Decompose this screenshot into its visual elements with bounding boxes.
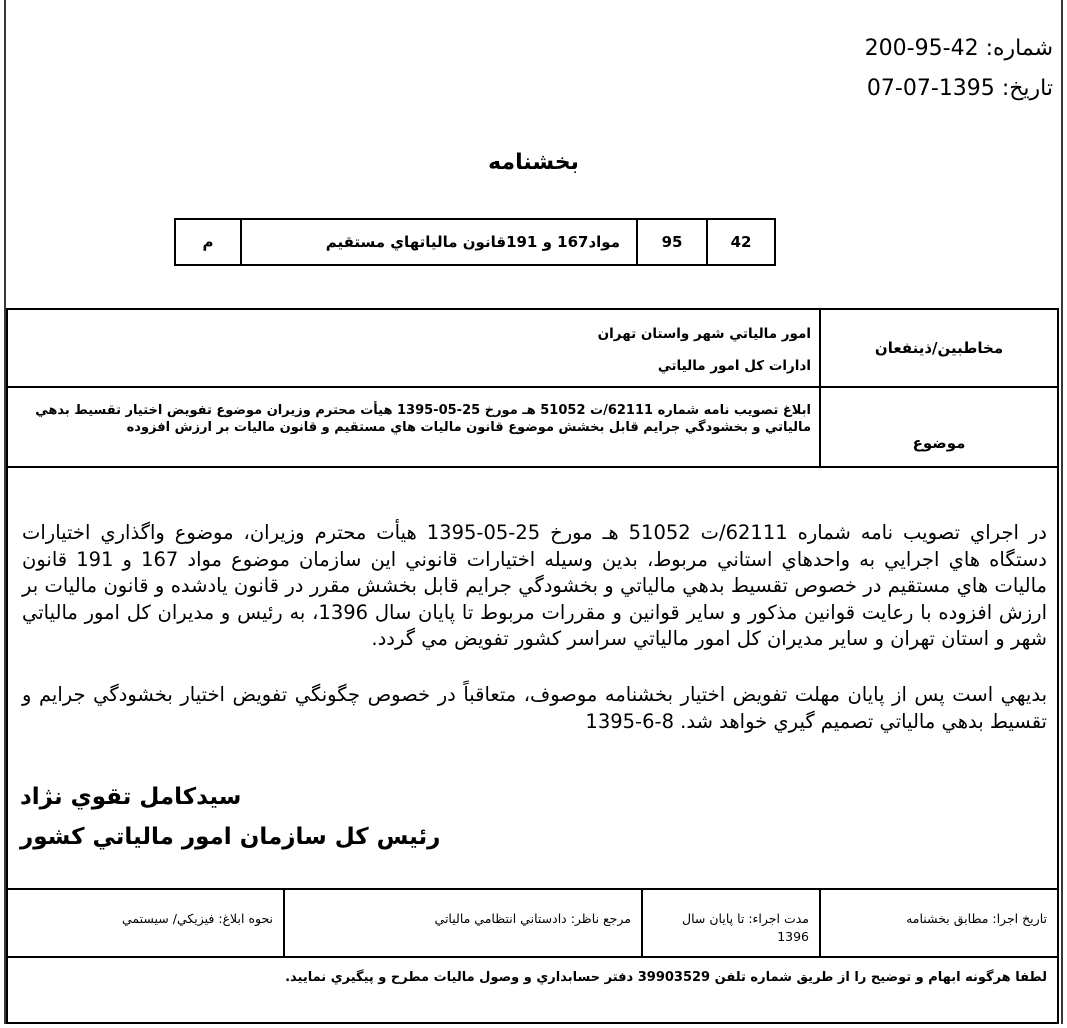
recipient-line-2: ادارات کل امور مالياتي (657, 358, 811, 374)
body-paragraph-1: در اجراي تصويب نامه شماره 62111/ت 51052 هـ مورخ 25-05-1395 هيأت محترم وزيران، موضوع واگذاري اختيارات دستگاه هاي اجرايي به واحدهاي استاني مربوط، بدين وسيله اختيارات قانوني اين سازمان موضوع مواد 167 و 191 قانون ماليات هاي مستقيم در خصوص تقسيط بدهي مالياتي و بخشودگي جرايم قابل بخشش مقرر در قانون يادشده و قانون ماليات بر ارزش افزوده با رعايت قوانين مذکور و ساير قوانين و مقررات مربوط تا پايان سال 1396، به رئيس و مديران کل امور مالياتي شهر و استان تهران و ساير مديران کل امور مالياتي سراسر کشور تفويض مي گردد. (22, 521, 1047, 650)
main-table (6, 308, 1059, 1024)
signer-name: سيدکامل تقوي نژاد (20, 784, 242, 810)
reference-number (865, 36, 1053, 61)
code-cell-number: 42 (706, 220, 774, 264)
reference-number-value: 42-95-200 (864, 36, 979, 61)
recipient-line-1: امور مالياتي شهر واستان تهران (597, 326, 811, 342)
subject-label: موضوع (819, 388, 1057, 466)
body-block (8, 468, 1057, 890)
notification-method: نحوه ابلاغ: فيزيکي/ سيستمي (121, 911, 273, 926)
subject-row (8, 388, 1057, 468)
footer-note: لطفا هرگونه ابهام و توضيح را از طريق شماره تلفن 39903529 دفتر حسابداري و وصول ماليات مطرح و پيگيري نماييد. (285, 970, 1047, 985)
code-cell-subject: مواد167 و 191قانون مالياتهاي مستقيم (240, 220, 636, 264)
meta-row (8, 890, 1057, 958)
subject-text: ابلاغ تصويب نامه شماره 62111/ت 51052 هـ مورخ 25-05-1395 هيأت محترم وزيران موضوع تفويض اختيار تقسيط بدهي مالياتي و بخشودگي جرايم قابل بخشش موضوع قانون ماليات هاي مستقيم و قانون ماليات بر ارزش افزوده (35, 403, 811, 435)
document-title: بخشنامه (488, 150, 579, 175)
code-cell-year: 95 (636, 220, 706, 264)
code-cell-type: م (202, 233, 214, 251)
reference-date (867, 76, 1053, 101)
signer-title: رئيس کل سازمان امور مالياتي کشور (20, 824, 441, 850)
recipients-row (8, 310, 1057, 388)
reference-date-label: تاريخ: (1001, 76, 1053, 101)
reference-number-label: شماره: (985, 36, 1053, 61)
execution-date: تاريخ اجرا: مطابق بخشنامه (819, 890, 1057, 956)
execution-period: مدت اجراء: تا پايان سال 1396 (641, 890, 819, 956)
recipients-label: مخاطبين/ذينفعان (819, 310, 1057, 386)
recipients-value (8, 310, 821, 386)
reference-date-value: 1395-07-07 (866, 76, 995, 101)
body-paragraph-2: بديهي است پس از پايان مهلت تفويض اختيار بخشنامه موصوف، متعاقباً در خصوص چگونگي تفويض اختيار بخشودگي جرايم و تقسيط بدهي مالياتي تصميم گيري خواهد شد. 8-6-1395 (22, 683, 1047, 733)
code-table (174, 218, 776, 266)
supervising-authority: مرجع ناظر: دادستاني انتظامي مالياتي (283, 890, 641, 956)
